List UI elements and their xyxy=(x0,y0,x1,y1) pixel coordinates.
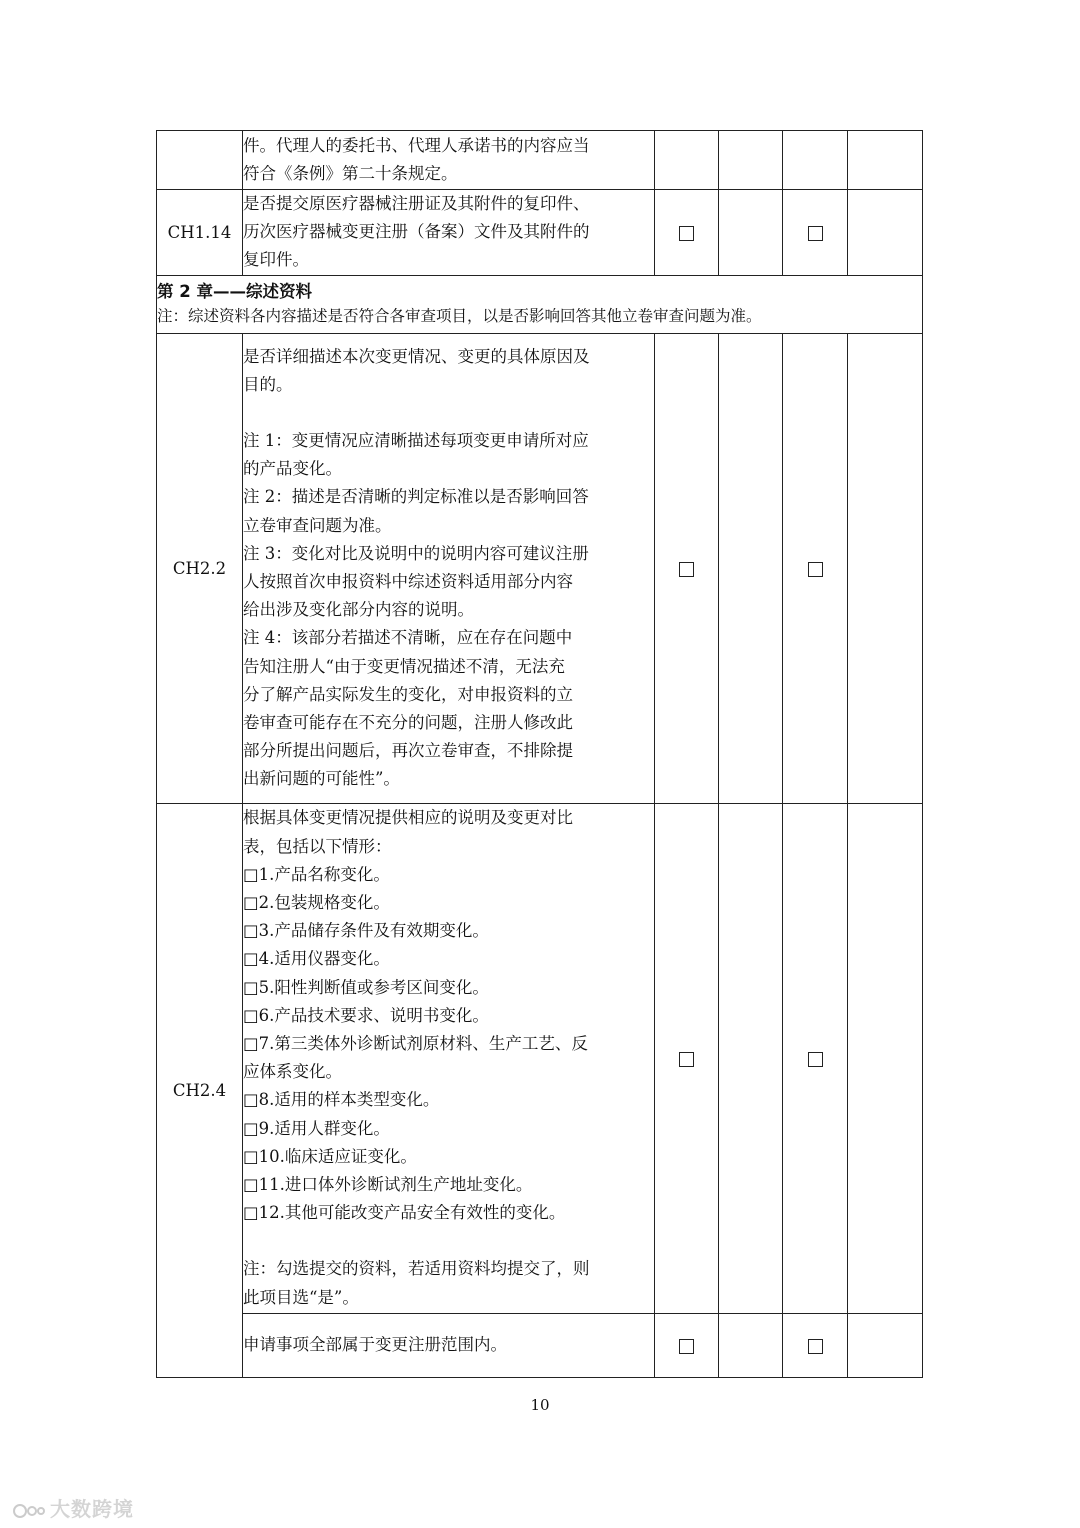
checkbox-yes[interactable] xyxy=(679,1052,694,1067)
checkbox-yes[interactable] xyxy=(679,562,694,577)
page-number: 10 xyxy=(530,1396,550,1414)
checkbox-no[interactable] xyxy=(808,226,823,241)
change-option[interactable]: □4.适用仪器变化。 xyxy=(243,949,390,969)
row-id-cell xyxy=(157,131,243,190)
change-option[interactable]: □8.适用的样本类型变化。 xyxy=(243,1090,440,1110)
table-row xyxy=(157,131,923,190)
change-option[interactable]: □10.临床适应证变化。 xyxy=(243,1146,417,1166)
change-option[interactable]: □1.产品名称变化。 xyxy=(243,864,390,884)
change-option[interactable]: □9.适用人群变化。 xyxy=(243,1118,390,1138)
table-row xyxy=(157,333,923,803)
chapter-title: 第 2 章——综述资料 xyxy=(157,282,312,302)
change-option[interactable]: □3.产品储存条件及有效期变化。 xyxy=(243,921,489,941)
row-description: 是否详细描述本次变更情况、变更的具体原因及 目的。 注 1：变更情况应清晰描述每项变更申请所对应 的产品变化。 注 2：描述是否清晰的判定标准以是否影响回答 立卷审查问题为准。 注 3：变化对比及说明中的说明内容可建议注册 人按照首次申报资料中综述资料适用部分内容 给出涉及变化部分内容的说明。 注 4：该部分若描述不清晰，应在存在问题中 告知注册人“由于变更情况描述不清，无法充 分了解产品实际发生的变化，对申报资料的立 卷审查可能存在不充分的问题，注册人修改此 部分所提出问题后，再次立卷审查，不排除提 出新问题的可能性”。 xyxy=(243,333,655,803)
chapter-note: 注：综述资料各内容描述是否符合各审查项目，以是否影响回答其他立卷审查问题为准。 xyxy=(157,307,762,326)
checkbox-no[interactable] xyxy=(808,1052,823,1067)
checkbox-yes[interactable] xyxy=(679,226,694,241)
row-description: 件。代理人的委托书、代理人承诺书的内容应当 符合《条例》第二十条规定。 xyxy=(243,131,655,190)
table-row xyxy=(157,803,923,1313)
checkbox-yes[interactable] xyxy=(679,1339,694,1354)
review-checklist-table xyxy=(156,130,923,1378)
change-option[interactable]: □11.进口体外诊断试剂生产地址变化。 xyxy=(243,1175,533,1195)
row-id-cell: CH2.4 xyxy=(157,803,243,1377)
watermark-logo-icon xyxy=(12,1500,46,1522)
change-option[interactable]: □2.包装规格变化。 xyxy=(243,892,390,912)
table-row xyxy=(157,190,923,276)
row-description: 是否提交原医疗器械注册证及其附件的复印件、 历次医疗器械变更注册（备案）文件及其附件的 复印件。 xyxy=(243,190,655,276)
watermark xyxy=(12,1493,134,1522)
row-description: 申请事项全部属于变更注册范围内。 xyxy=(243,1313,655,1377)
change-option[interactable]: □12.其他可能改变产品安全有效性的变化。 xyxy=(243,1203,566,1223)
row-id-cell: CH1.14 xyxy=(157,190,243,276)
chapter-header-row xyxy=(157,275,923,333)
change-option[interactable]: □7.第三类体外诊断试剂原材料、生产工艺、反 xyxy=(243,1034,588,1053)
row-id-cell: CH2.2 xyxy=(157,333,243,803)
change-option[interactable]: □6.产品技术要求、说明书变化。 xyxy=(243,1005,489,1025)
table-row xyxy=(157,1313,923,1377)
watermark-text: 大数跨境 xyxy=(50,1497,134,1521)
checkbox-no[interactable] xyxy=(808,1339,823,1354)
change-option[interactable]: □5.阳性判断值或参考区间变化。 xyxy=(243,977,489,997)
row-description: 根据具体变更情况提供相应的说明及变更对比 表，包括以下情形： □1.产品名称变化。 □2.包装规格变化。 □3.产品储存条件及有效期变化。 □4.适用仪器变化。 □5.阳性判断值或参考区间变化。 □6.产品技术要求、说明书变化。 □7.第三类体外诊断试剂原材料、生产工艺、反 应体系变化。 □8.适用的样本类型变化。 □9.适用人群变化。 □10.临床适应证变化。 □11.进口体外诊断试剂生产地址变化。 □12.其他可能改变产品安全有效性的变化。 注：勾选提交的资料，若适用资料均提交了，则 此项目选“是”。 xyxy=(243,803,655,1313)
checkbox-no[interactable] xyxy=(808,562,823,577)
